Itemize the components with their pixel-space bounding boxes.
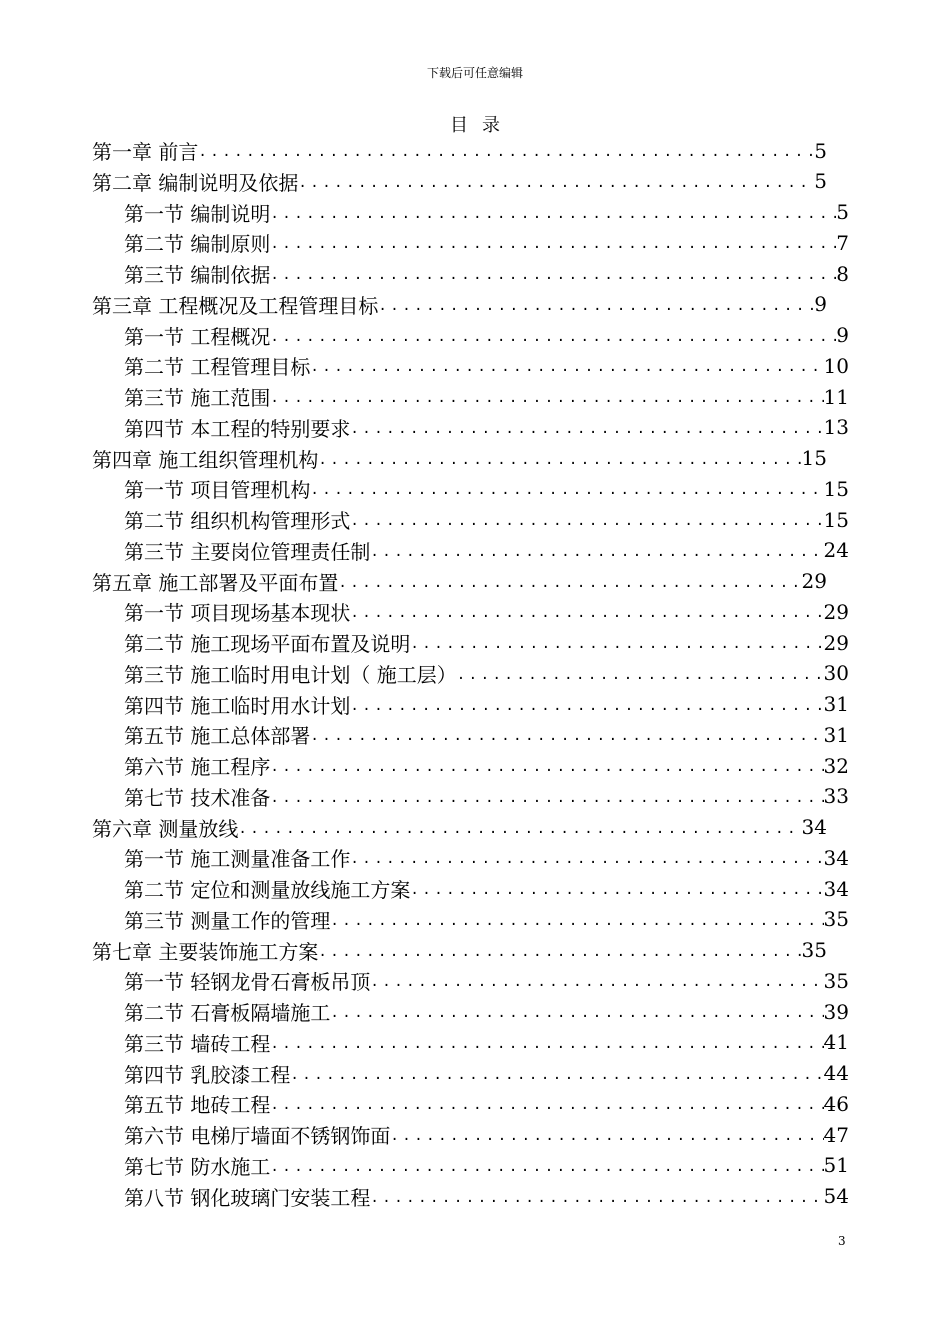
toc-entry-page: 5 (836, 200, 849, 224)
toc-section-entry[interactable] (124, 658, 849, 689)
toc-leader-dots (350, 596, 823, 627)
toc-entry-page: 9 (836, 323, 849, 347)
toc-section-entry[interactable] (124, 719, 849, 750)
toc-entry-page: 46 (823, 1091, 849, 1116)
toc-entry-label: 第四章 施工组织管理机构 (92, 447, 319, 472)
toc-chapter-entry[interactable] (92, 812, 827, 843)
toc-entry-label: 第四节 本工程的特别要求 (124, 416, 351, 441)
toc-entry-label: 第一节 项目现场基本现状 (124, 601, 351, 626)
toc-section-entry[interactable] (124, 1058, 849, 1089)
toc-chapter-entry[interactable] (92, 566, 827, 597)
toc-section-entry[interactable] (124, 689, 849, 720)
page-number: 3 (838, 1234, 846, 1248)
toc-chapter-entry[interactable] (92, 935, 827, 966)
toc-chapter-entry[interactable] (92, 443, 827, 474)
toc-entry-label: 第五节 施工总体部署 (124, 724, 311, 749)
toc-entry-label: 第三节 测量工作的管理 (124, 908, 331, 933)
toc-leader-dots (410, 627, 823, 658)
toc-section-entry[interactable] (124, 350, 849, 381)
toc-section-entry[interactable] (124, 227, 849, 258)
toc-chapter-entry[interactable] (92, 289, 827, 320)
toc-leader-dots (310, 473, 823, 504)
toc-leader-dots (370, 535, 823, 566)
toc-leader-dots (270, 197, 836, 228)
toc-entry-label: 第一节 工程概况 (124, 324, 271, 349)
toc-entry-page: 44 (823, 1061, 849, 1085)
toc-entry-page: 34 (823, 876, 849, 901)
toc-entry-label: 第二节 编制原则 (124, 232, 271, 257)
toc-leader-dots (350, 689, 823, 720)
toc-entry-label: 第七节 防水施工 (124, 1154, 271, 1179)
toc-section-entry[interactable] (124, 781, 849, 812)
toc-entry-label: 第三节 编制依据 (124, 263, 271, 287)
toc-entry-page: 31 (823, 692, 849, 716)
toc-entry-page: 7 (836, 230, 849, 255)
toc-entry-label: 第三节 墙砖工程 (124, 1031, 271, 1056)
toc-leader-dots (270, 320, 836, 351)
toc-entry-page: 8 (836, 261, 849, 286)
toc-leader-dots (390, 1119, 823, 1150)
toc-section-entry[interactable] (124, 904, 849, 935)
toc-entry-page: 34 (801, 815, 827, 839)
toc-leader-dots (270, 258, 836, 289)
toc-entry-page: 33 (823, 784, 849, 809)
toc-entry-page: 35 (801, 938, 827, 962)
toc-entry-label: 第八节 钢化玻璃门安装工程 (124, 1185, 371, 1210)
toc-entry-page: 9 (814, 292, 827, 317)
toc-title: 目录 (450, 115, 514, 136)
toc-leader-dots (310, 719, 823, 750)
toc-chapter-entry[interactable] (92, 166, 827, 197)
toc-leader-dots (270, 750, 823, 781)
toc-entry-page: 13 (823, 415, 849, 440)
toc-entry-label: 第七节 技术准备 (124, 785, 271, 810)
toc-entry-label: 第二节 定位和测量放线施工方案 (124, 878, 411, 902)
toc-entry-label: 第五节 地砖工程 (124, 1093, 271, 1118)
toc-section-entry[interactable] (124, 535, 849, 566)
toc-section-entry[interactable] (124, 1027, 849, 1058)
toc-leader-dots (270, 1027, 823, 1058)
toc-leader-dots (350, 504, 823, 535)
toc-leader-dots (318, 935, 801, 966)
toc-entry-page: 39 (823, 999, 849, 1024)
toc-entry-label: 第一章 前言 (92, 140, 199, 164)
toc-section-entry[interactable] (124, 197, 849, 228)
toc-entry-label: 第一节 轻钢龙骨石膏板吊顶 (124, 970, 371, 995)
toc-section-entry[interactable] (124, 1150, 849, 1181)
toc-section-entry[interactable] (124, 627, 849, 658)
toc-leader-dots (370, 965, 823, 996)
toc-entry-page: 30 (823, 661, 849, 686)
toc-entry-label: 第三章 工程概况及工程管理目标 (92, 293, 379, 318)
page-header: 下载后可任意编辑 (426, 66, 523, 80)
toc-entry-page: 35 (823, 968, 849, 993)
toc-entry-page: 5 (814, 138, 827, 163)
toc-section-entry[interactable] (124, 842, 849, 873)
toc-chapter-entry[interactable] (92, 135, 827, 166)
toc-entry-label: 第一节 编制说明 (124, 201, 271, 226)
toc-leader-dots (350, 842, 823, 873)
toc-entry-label: 第一节 施工测量准备工作 (124, 847, 351, 872)
toc-entry-label: 第二章 编制说明及依据 (92, 170, 299, 195)
toc-section-entry[interactable] (124, 381, 849, 412)
toc-section-entry[interactable] (124, 1119, 849, 1150)
toc-leader-dots (310, 350, 823, 381)
toc-entry-label: 第六节 施工程序 (124, 755, 271, 779)
toc-entry-page: 15 (823, 476, 849, 501)
toc-entry-label: 第五章 施工部署及平面布置 (92, 570, 339, 595)
toc-section-entry[interactable] (124, 750, 849, 781)
toc-entry-page: 29 (801, 569, 827, 593)
toc-leader-dots (370, 1181, 823, 1212)
toc-leader-dots (330, 996, 823, 1027)
toc-leader-dots (350, 412, 823, 443)
toc-leader-dots (457, 658, 824, 689)
toc-section-entry[interactable] (124, 504, 849, 535)
toc-entry-page: 31 (823, 722, 849, 747)
toc-section-entry[interactable] (124, 1088, 849, 1119)
toc-entry-page: 35 (823, 907, 849, 932)
toc-leader-dots (270, 1150, 823, 1181)
toc-entry-label: 第二节 石膏板隔墙施工 (124, 1001, 331, 1025)
toc-leader-dots (238, 812, 801, 843)
toc-entry-label: 第六章 测量放线 (92, 816, 239, 841)
toc-leader-dots (270, 781, 823, 812)
toc-leader-dots (378, 289, 814, 320)
toc-section-entry[interactable] (124, 996, 849, 1027)
toc-section-entry[interactable] (124, 1181, 849, 1212)
toc-section-entry[interactable] (124, 258, 849, 289)
toc-section-entry[interactable] (124, 473, 849, 504)
toc-entry-page: 54 (823, 1184, 849, 1208)
toc-leader-dots (410, 873, 823, 904)
toc-section-entry[interactable] (124, 873, 849, 904)
toc-section-entry[interactable] (124, 965, 849, 996)
toc-entry-page: 41 (823, 1030, 849, 1055)
toc-entry-page: 11 (823, 384, 849, 409)
toc-leader-dots (318, 443, 801, 474)
toc-section-entry[interactable] (124, 320, 849, 351)
toc-entry-label: 第一节 项目管理机构 (124, 478, 311, 503)
toc-section-entry[interactable] (124, 412, 849, 443)
toc-section-entry[interactable] (124, 596, 849, 627)
toc-entry-label: 第七章 主要装饰施工方案 (92, 939, 319, 964)
toc-entry-page: 10 (823, 353, 849, 378)
toc-leader-dots (270, 1088, 823, 1119)
toc-entry-page: 47 (823, 1122, 849, 1147)
toc-leader-dots (290, 1058, 823, 1089)
toc-entry-page: 15 (823, 507, 849, 532)
toc-entry-label: 第二节 组织机构管理形式 (124, 509, 351, 533)
toc-entry-page: 32 (823, 753, 849, 778)
toc-leader-dots (270, 227, 836, 258)
toc-entry-label: 第六节 电梯厅墙面不锈钢饰面 (124, 1124, 391, 1148)
toc-leader-dots (330, 904, 823, 935)
toc-entry-label: 第四节 乳胶漆工程 (124, 1062, 291, 1087)
toc-leader-dots (270, 381, 823, 412)
toc-entry-label: 第四节 施工临时用水计划 (124, 693, 351, 718)
toc-entry-page: 34 (823, 845, 849, 870)
toc-entry-label: 第三节 施工临时用电计划（ 施工层） (124, 662, 457, 687)
toc-entry-page: 51 (823, 1153, 849, 1178)
toc-leader-dots (298, 166, 814, 197)
toc-entry-label: 第二节 施工现场平面布置及说明 (124, 632, 411, 656)
toc-entry-label: 第三节 施工范围 (124, 386, 271, 410)
toc-entry-page: 29 (823, 599, 849, 624)
toc-entry-page: 24 (823, 538, 849, 563)
toc-leader-dots (338, 566, 801, 597)
toc-entry-page: 5 (814, 169, 827, 194)
toc-entry-page: 29 (823, 630, 849, 655)
toc-entry-label: 第三节 主要岗位管理责任制 (124, 539, 371, 564)
toc-leader-dots (198, 135, 814, 166)
toc-entry-label: 第二节 工程管理目标 (124, 355, 311, 380)
toc-entry-page: 15 (801, 446, 827, 470)
